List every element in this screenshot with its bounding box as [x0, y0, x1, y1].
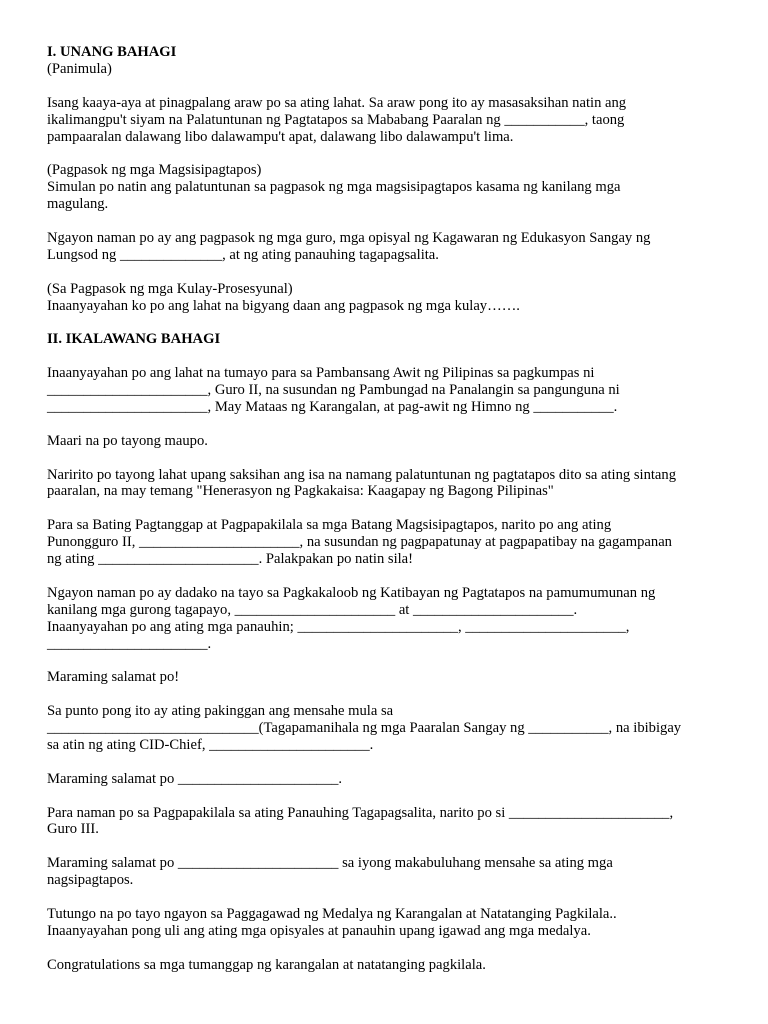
medals-paragraph: Tutungo na po tayo ngayon sa Paggagawad ng Medalya ng Karangalan at Natatanging Pagkilala.. Inaanyayahan pong uli ang ating mga opisyales at panauhin upang igawad ang mga medalya.	[47, 905, 617, 939]
message-paragraph: Sa punto pong ito ay ating pakinggan ang mensahe mula sa _____________________________(Tagapamanihala ng mga Paaralan Sangay ng ___________, na ibibigay sa atin ng ating CID-Chief, ______________________.	[47, 703, 682, 753]
thank-you-paragraph: Maraming salamat po!	[47, 669, 180, 686]
congratulations-paragraph: Congratulations sa mga tumanggap ng karangalan at natatanging pagkilala.	[47, 956, 486, 973]
opening-paragraph: Isang kaaya-aya at pinagpalang araw po sa ating lahat. Sa araw pong ito ay masasaksihan natin ang ikalimangpu't siyam na Palatuntunan ng Pagtatapos sa Mababang Paaralan ng ___________, taong pampaaralan dalawang libo dalawampu't apat, dalawang libo dalawampu't lima.	[47, 94, 627, 145]
section1-heading: I. UNANG BAHAGI	[47, 44, 177, 60]
teachers-entrance-paragraph: Ngayon naman po ay ang pagpasok ng mga guro, mga opisyal ng Kagawaran ng Edukasyon Sangay ng Lungsod ng ______________, at ng ating panauhing tagapagsalita.	[47, 229, 651, 263]
thank-you-cid-paragraph: Maraming salamat po ______________________.	[47, 770, 343, 787]
colors-entrance-paragraph: (Sa Pagpasok ng mga Kulay-Prosesyunal) Inaanyayahan ko po ang lahat na bigyang daan ang pagpasok ng mga kulay…….	[47, 280, 520, 314]
graduates-entrance-paragraph: (Pagpasok ng mga Magsisipagtapos) Simulan po natin ang palatuntunan sa pagpasok ng mga magsisipagtapos kasama ng kanilang mga magulang.	[47, 162, 621, 213]
guest-speaker-intro-paragraph: Para naman po sa Pagpapakilala sa ating Panauhing Tagapagsalita, narito po si ______________________, Guro III.	[47, 804, 674, 838]
welcome-address-paragraph: Para sa Bating Pagtanggap at Pagpapakilala sa mga Batang Magsisipagtapos, narito po ang ating Punongguro II, ______________________, na susundan ng pagpapatunay at pagpapatibay na gagampanan ng ating ______________________. Palakpakan po natin sila!	[47, 517, 672, 568]
theme-paragraph: Naririto po tayong lahat upang saksihan ang isa na namang palatuntunan ng pagtatapos dito sa ating sintang paaralan, na may temang "Henerasyon ng Pagkakaisa: Kaagapay ng Bagong Pilipinas"	[47, 466, 676, 500]
certificates-paragraph: Ngayon naman po ay dadako na tayo sa Pagkakaloob ng Katibayan ng Pagtatapos na pamumumunan ng kanilang mga gurong tagapayo, ______________________ at ______________________. Inaanyayahan po ang ating mga panauhin; ______________________, ______________________, ______________________.	[47, 584, 656, 652]
national-anthem-paragraph: Inaanyayahan po ang lahat na tumayo para sa Pambansang Awit ng Pilipinas sa pagkumpas ni ______________________, Guro II, na susundan ng Pambungad na Panalangin sa pangunguna ni ______________________, May Mataas ng Karangalan, at pag-awit ng Himno ng ___________.	[47, 365, 620, 415]
be-seated-paragraph: Maari na po tayong maupo.	[47, 432, 208, 449]
section2-heading: II. IKALAWANG BAHAGI	[47, 331, 221, 348]
document-page	[47, 44, 737, 990]
section1-subheading: (Panimula)	[47, 60, 112, 77]
thank-you-speaker-paragraph: Maraming salamat po ______________________ sa iyong makabuluhang mensahe sa ating mga nagsipagtapos.	[47, 855, 613, 889]
